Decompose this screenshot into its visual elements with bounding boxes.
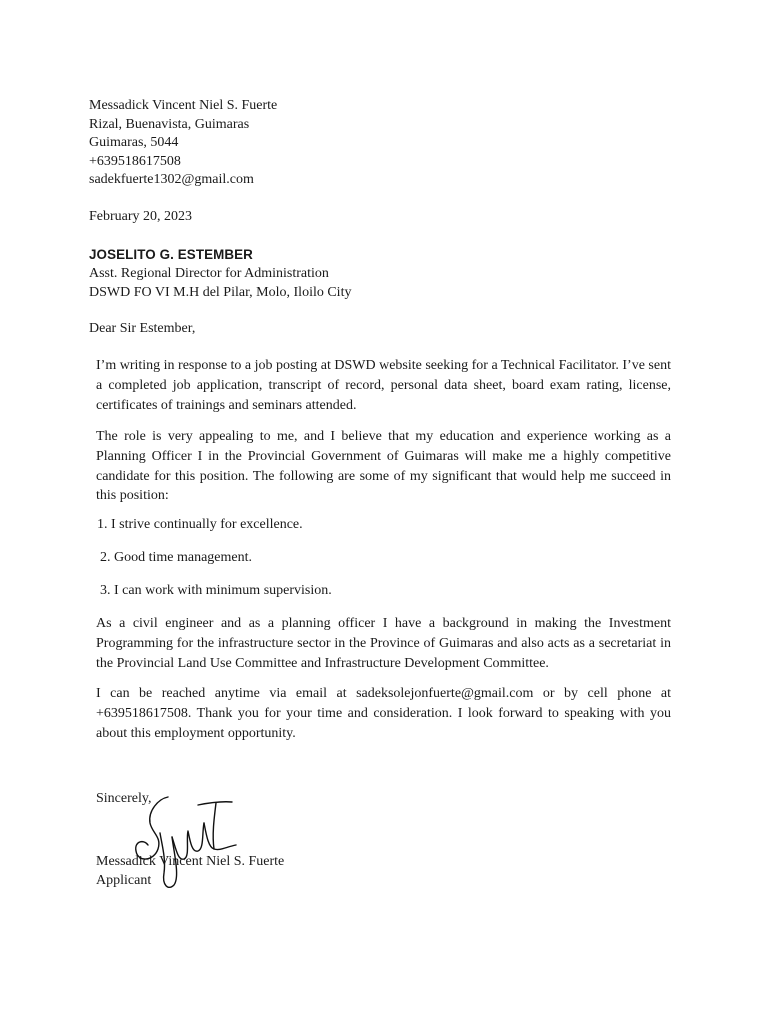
list-item-2: 2. Good time management. bbox=[100, 550, 253, 565]
signer-role: Applicant bbox=[96, 873, 152, 888]
signer-name: Messadick Vincent Niel S. Fuerte bbox=[96, 854, 285, 869]
body-paragraph-3: As a civil engineer and as a planning officer I have a background in making the Investment Programming for the infrastructure sector in the Province of Guimaras and also acts as a secretariat in the Provincial Land Use Committee and Infrastructure Development Committee. bbox=[96, 616, 671, 671]
body-paragraph-4: I can be reached anytime via email at sadeksolejonfuerte@gmail.com or by cell phone at +639518617508. Thank you for your time and consideration. I look forward to speaking with you about this employment opportunity. bbox=[96, 686, 671, 741]
list-item-1: 1. I strive continually for excellence. bbox=[97, 517, 303, 532]
sender-block bbox=[89, 97, 689, 190]
recipient-block bbox=[89, 245, 689, 302]
body-paragraph-2: The role is very appealing to me, and I believe that my education and experience working as a Planning Officer I in the Provincial Government of Guimaras will make me a highly competitive candidate for this position. The following are some of my significant that would help me succeed in this position: bbox=[96, 429, 671, 504]
sender-address-line2: Guimaras, 5044 bbox=[89, 135, 179, 150]
signature-icon bbox=[128, 793, 240, 895]
salutation: Dear Sir Estember, bbox=[89, 321, 196, 336]
recipient-office: DSWD FO VI M.H del Pilar, Molo, Iloilo City bbox=[89, 285, 352, 300]
sender-address-line1: Rizal, Buenavista, Guimaras bbox=[89, 116, 250, 132]
closing: Sincerely, bbox=[96, 791, 152, 806]
sender-phone: +639518617508 bbox=[89, 153, 181, 169]
recipient-name: JOSELITO G. ESTEMBER bbox=[89, 247, 253, 262]
letter-date: February 20, 2023 bbox=[89, 209, 193, 224]
sender-email: sadekfuerte1302@gmail.com bbox=[89, 172, 254, 187]
body-paragraph-1: I’m writing in response to a job posting at DSWD website seeking for a Technical Facilitator. I’ve sent a completed job application, transcript of record, personal data sheet, board exam rating, license, certificates of trainings and seminars attended. bbox=[96, 358, 671, 413]
recipient-title: Asst. Regional Director for Administration bbox=[89, 266, 329, 281]
list-item-3: 3. I can work with minimum supervision. bbox=[100, 583, 332, 598]
sender-name: Messadick Vincent Niel S. Fuerte bbox=[89, 98, 278, 113]
